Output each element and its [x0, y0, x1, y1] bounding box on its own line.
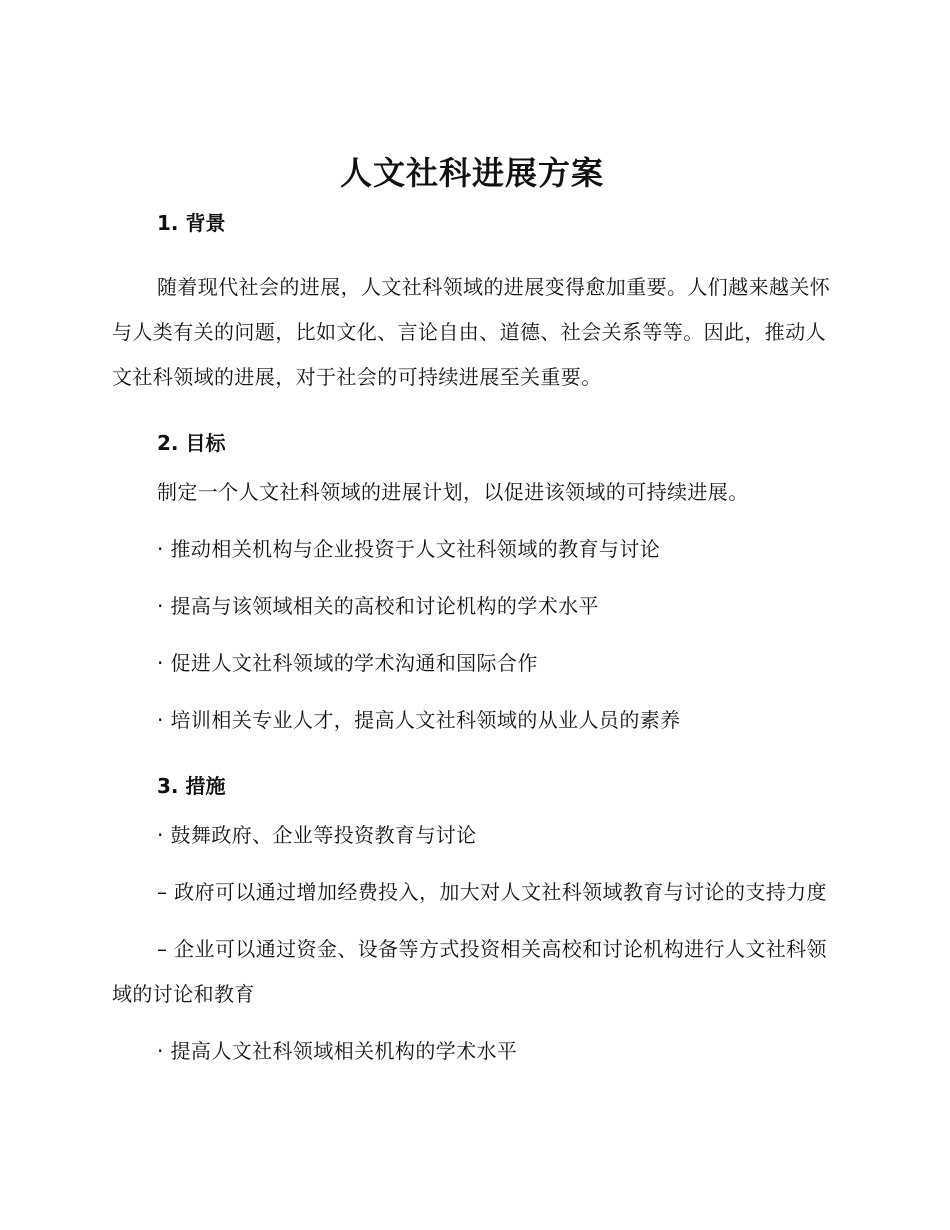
document-title: 人文社科进展方案 [339, 154, 604, 192]
measures-subitem-2: – 企业可以通过资金、设备等方式投资相关高校和讨论机构进行人文社科领域的讨论和教育 [112, 937, 827, 1006]
measures-subitem-1: – 政府可以通过增加经费投入，加大对人文社科领域教育与讨论的支持力度 [157, 880, 827, 904]
goals-bullet-2: · 提高与该领域相关的高校和讨论机构的学术水平 [157, 594, 599, 618]
section-heading-background: 1. 背景 [157, 211, 226, 235]
goals-bullet-1: · 推动相关机构与企业投资于人文社科领域的教育与讨论 [157, 537, 661, 561]
measures-bullet-1: · 鼓舞政府、企业等投资教育与讨论 [157, 823, 477, 847]
background-paragraph: 随着现代社会的进展，人文社科领域的进展变得愈加重要。人们越来越关怀与人类有关的问题，比如文化、言论自由、道德、社会关系等等。因此，推动人文社科领域的进展，对于社会的可持续进展至关重要。 [112, 275, 831, 389]
goals-bullet-4: · 培训相关专业人才，提高人文社科领域的从业人员的素养 [157, 708, 681, 732]
measures-bullet-2: · 提高人文社科领域相关机构的学术水平 [157, 1039, 518, 1063]
section-heading-goals: 2. 目标 [157, 431, 226, 455]
goals-bullet-3: · 促进人文社科领域的学术沟通和国际合作 [157, 651, 538, 675]
section-heading-measures: 3. 措施 [157, 774, 226, 798]
goals-paragraph: 制定一个人文社科领域的进展计划，以促进该领域的可持续进展。 [157, 480, 749, 504]
